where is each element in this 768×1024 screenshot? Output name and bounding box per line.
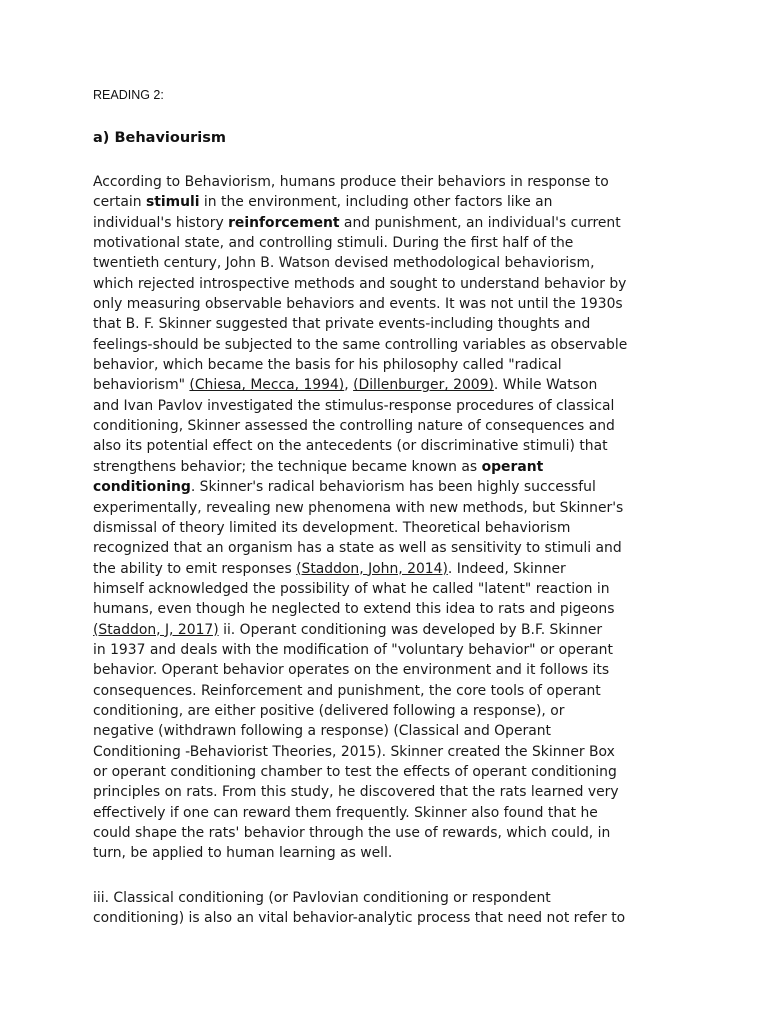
term-operant: operant xyxy=(481,458,544,475)
reading-label: READING 2: xyxy=(93,88,164,102)
text-line: (Staddon, J, 2017) ii. Operant conditioning was developed by B.F. Skinner xyxy=(93,621,603,638)
text-line: iii. Classical conditioning (or Pavlovian conditioning or respondent xyxy=(93,890,551,906)
text-line: the ability to emit responses (Staddon, John, 2014). Indeed, Skinner xyxy=(93,560,566,577)
text-line: could shape the rats' behavior through the use of rewards, which could, in xyxy=(93,825,611,841)
paragraph-behaviourism xyxy=(93,172,693,864)
text-line: conditioning, are either positive (delivered following a response), or xyxy=(93,702,565,719)
text-line: principles on rats. From this study, he discovered that the rats learned very xyxy=(93,784,619,801)
term-stimuli: stimuli xyxy=(145,194,200,211)
text-line: effectively if one can reward them frequently. Skinner also found that he xyxy=(93,804,598,821)
text-line: also its potential effect on the antecedents (or discriminative stimuli) that xyxy=(93,438,608,455)
text-line: and Ivan Pavlov investigated the stimulus-response procedures of classical xyxy=(93,397,615,414)
term-reinforcement: reinforcement xyxy=(228,214,340,231)
citation-link-dillenburger[interactable]: (Dillenburger, 2009) xyxy=(353,377,494,394)
text-line: Conditioning -Behaviorist Theories, 2015). Skinner created the Skinner Box xyxy=(93,743,615,760)
text-line: feelings-should be subjected to the same controlling variables as observable xyxy=(93,336,628,353)
paragraph-classical-conditioning xyxy=(93,888,693,929)
text-line: motivational state, and controlling stimuli. During the first half of the xyxy=(93,235,574,252)
text-line: conditioning, Skinner assessed the controlling nature of consequences and xyxy=(93,418,615,435)
text-line: According to Behaviorism, humans produce their behaviors in response to xyxy=(93,174,609,190)
text-line: behavior, which became the basis for his philosophy called "radical xyxy=(93,357,562,374)
text-line: behaviorism" (Chiesa, Mecca, 1994), (Dillenburger, 2009). While Watson xyxy=(93,377,598,394)
text-line: conditioning) is also an vital behavior-analytic process that need not refer to xyxy=(93,910,626,927)
text-line: experimentally, revealing new phenomena with new methods, but Skinner's xyxy=(93,499,624,516)
section-heading: a) Behaviourism xyxy=(93,130,227,146)
citation-link-staddon-2017[interactable]: (Staddon, J, 2017) xyxy=(93,621,219,638)
text-line: negative (withdrawn following a response) (Classical and Operant xyxy=(93,723,551,740)
text-line: that B. F. Skinner suggested that private events-including thoughts and xyxy=(93,316,591,333)
term-conditioning: conditioning xyxy=(93,479,191,496)
text-line: or operant conditioning chamber to test the effects of operant conditioning xyxy=(93,763,617,780)
text-line: only measuring observable behaviors and events. It was not until the 1930s xyxy=(93,296,623,313)
text-line: turn, be applied to human learning as well. xyxy=(93,845,393,862)
text-line: himself acknowledged the possibility of what he called "latent" reaction in xyxy=(93,580,610,597)
text-line: consequences. Reinforcement and punishment, the core tools of operant xyxy=(93,682,601,699)
text-line: recognized that an organism has a state as well as sensitivity to stimuli and xyxy=(93,540,622,557)
text-line: which rejected introspective methods and sought to understand behavior by xyxy=(93,275,627,292)
citation-link-staddon-2014[interactable]: (Staddon, John, 2014) xyxy=(296,560,448,577)
text-line: behavior. Operant behavior operates on the environment and it follows its xyxy=(93,662,610,679)
citation-link-chiesa-mecca[interactable]: (Chiesa, Mecca, 1994) xyxy=(189,377,345,394)
text-line: conditioning. Skinner's radical behaviorism has been highly successful xyxy=(93,479,596,496)
text-line: in 1937 and deals with the modification of "voluntary behavior" or operant xyxy=(93,641,613,658)
text-line: individual's history reinforcement and punishment, an individual's current xyxy=(93,214,621,231)
text-line: certain stimuli in the environment, including other factors like an xyxy=(93,194,553,211)
text-line: humans, even though he neglected to extend this idea to rats and pigeons xyxy=(93,601,615,618)
text-line: strengthens behavior; the technique became known as operant xyxy=(93,458,544,475)
text-line: twentieth century, John B. Watson devised methodological behaviorism, xyxy=(93,255,595,272)
text-line: dismissal of theory limited its development. Theoretical behaviorism xyxy=(93,519,571,536)
